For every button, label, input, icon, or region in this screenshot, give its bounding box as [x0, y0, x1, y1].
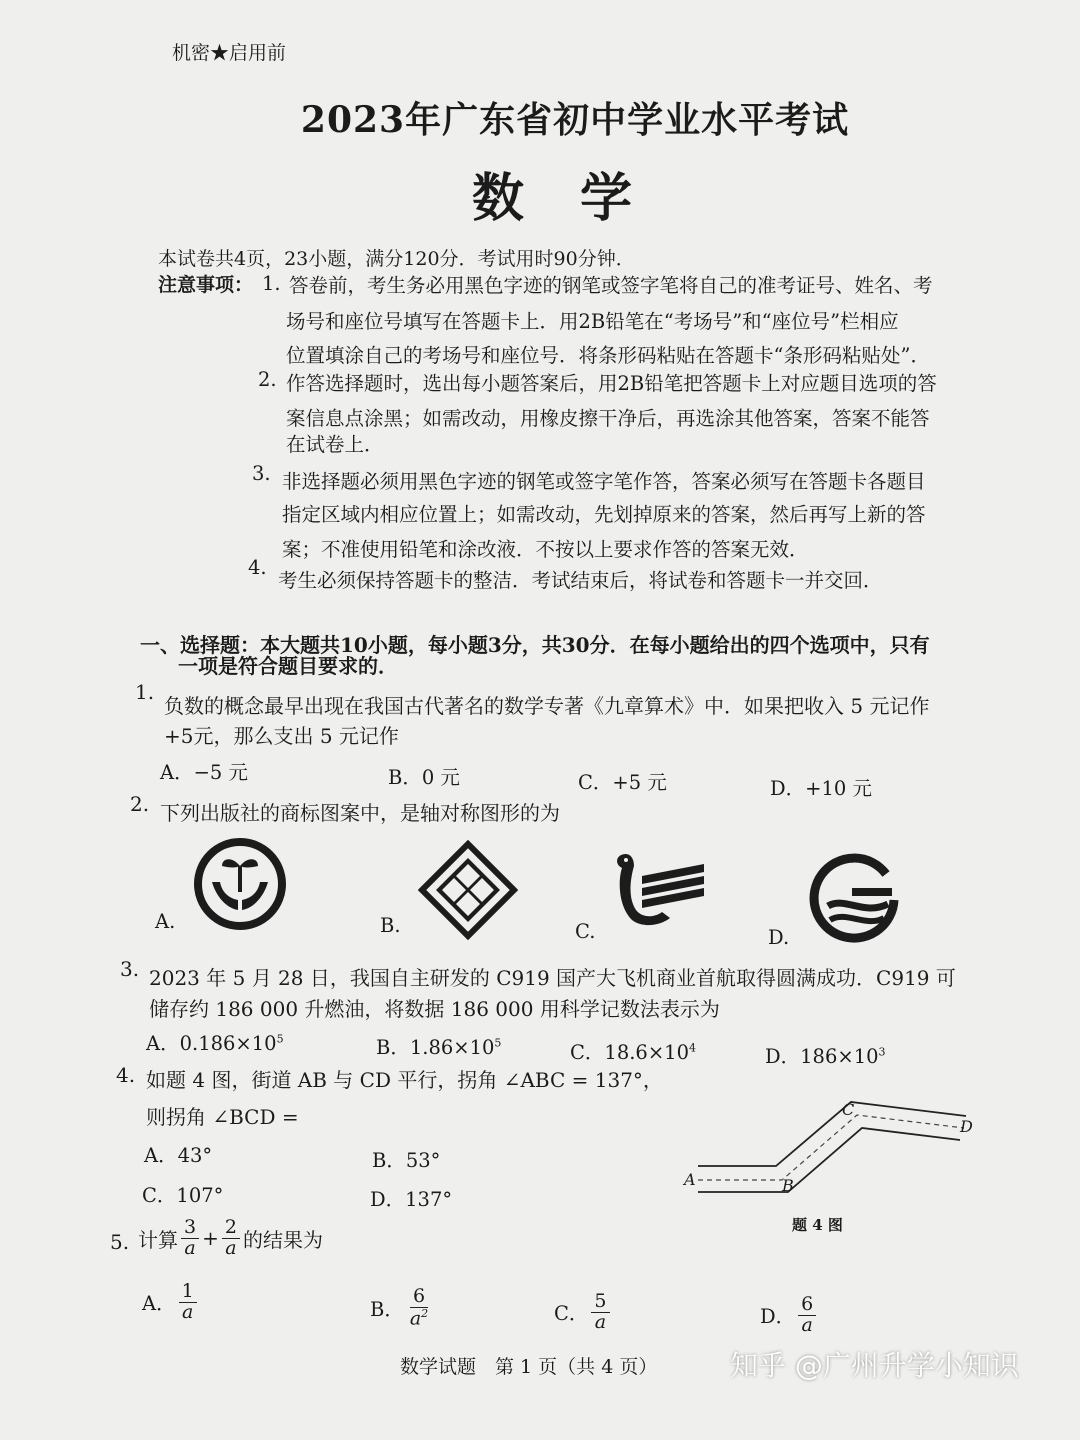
- subject-title: 数学: [471, 168, 688, 229]
- option-c-label: C.: [575, 920, 596, 943]
- question-number: 1.: [135, 680, 155, 704]
- option-c: C． $\frac{5}{a}$: [554, 1292, 613, 1333]
- question-text: 负数的概念最早出现在我国古代著名的数学专著《九章算术》中．如果把收入 5 元记作: [164, 694, 930, 718]
- option-d: D．137°: [370, 1188, 453, 1211]
- section-heading: 一、选择题：本大题共10小题，每小题3分，共30分．在每小题给出的四个选项中，只有: [140, 633, 930, 657]
- question-text: 计算 $\frac{3}{a}$ + $\frac{2}{a}$ 的结果为: [138, 1216, 323, 1259]
- notice-line: 在试卷上．: [286, 433, 384, 456]
- notice-line: 作答选择题时，选出每小题答案后，用2B铅笔把答题卡上对应题目选项的答: [286, 372, 937, 395]
- question-text: 如题 4 图，街道 AB 与 CD 平行，拐角 ∠ABC = 137°，: [146, 1068, 663, 1092]
- notice-line: 答卷前，考生务必用黑色字迹的钢笔或签字笔将自己的准考证号、姓名、考: [289, 274, 933, 297]
- option-a: A．43°: [144, 1144, 213, 1167]
- notice-item-number: 3.: [252, 462, 271, 485]
- notice-line: 考生必须保持答题卡的整洁．考试结束后，将试卷和答题卡一并交回．: [278, 569, 883, 592]
- option-a-label: A.: [155, 910, 176, 933]
- bird-books-logo: [612, 850, 708, 930]
- option-b: B．0 元: [388, 766, 460, 789]
- question-text: 储存约 186 000 升燃油，将数据 186 000 用科学记数法表示为: [149, 997, 720, 1021]
- fraction: $\frac{3}{a}$: [181, 1218, 199, 1259]
- figure-label-d: D: [960, 1117, 973, 1136]
- notice-line: 指定区域内相应位置上；如需改动，先划掉原来的答案，然后再写上新的答: [282, 503, 926, 526]
- notice-item-number: 2.: [258, 368, 277, 391]
- exam-intro: 本试卷共4页，23小题，满分120分．考试用时90分钟．: [158, 248, 635, 270]
- figure-label-a: A: [684, 1170, 696, 1189]
- option-d: D．+10 元: [770, 777, 872, 800]
- street-figure: [676, 1096, 986, 1206]
- fraction: $\frac{2}{a}$: [222, 1218, 240, 1259]
- option-c: C．+5 元: [578, 771, 667, 794]
- question-number: 3.: [120, 957, 140, 981]
- page-footer: 数学试题 第 1 页（共 4 页）: [400, 1356, 658, 1378]
- option-b-label: B.: [380, 914, 401, 937]
- notice-line: 非选择题必须用黑色字迹的钢笔或签字笔作答，答案必须写在答题卡各题目: [282, 470, 926, 493]
- circle-waves-logo: [808, 852, 904, 948]
- figure-caption: 题 4 图: [792, 1216, 843, 1234]
- option-a: A．−5 元: [160, 761, 249, 784]
- question-number: 2.: [130, 792, 150, 816]
- notice-item-number: 4.: [248, 556, 267, 579]
- notice-line: 场号和座位号填写在答题卡上．用2B铅笔在“考场号”和“座位号”栏相应: [286, 310, 899, 333]
- option-d: D． $\frac{6}{a}$: [760, 1295, 819, 1336]
- figure-label-c: C: [842, 1100, 855, 1119]
- question-text: +5元，那么支出 5 元记作: [164, 724, 399, 748]
- notice-line: 案信息点涂黑；如需改动，用橡皮擦干净后，再选涂其他答案，答案不能答: [286, 407, 930, 430]
- option-c: C．$18.6\times 10^4$: [570, 1041, 696, 1064]
- question-number: 4.: [116, 1063, 136, 1087]
- watermark: 知乎 @广州升学小知识: [730, 1349, 1019, 1382]
- diamond-window-logo: [418, 840, 518, 940]
- notice-line: 案；不准使用铅笔和涂改液．不按以上要求作答的答案无效．: [282, 538, 809, 561]
- option-b: B．$1.86\times 10^5$: [376, 1036, 502, 1059]
- option-b: B．53°: [372, 1149, 441, 1172]
- option-d: D．$186\times 10^3$: [765, 1045, 886, 1068]
- notice-line: 位置填涂自己的考场号和座位号．将条形码粘贴在答题卡“条形码粘贴处”．: [286, 344, 930, 367]
- notice-item-number: 1.: [262, 272, 281, 295]
- question-text: 则拐角 ∠BCD =: [146, 1105, 299, 1129]
- question-text: 下列出版社的商标图案中，是轴对称图形的为: [160, 801, 560, 825]
- option-d-label: D.: [768, 926, 790, 949]
- question-text: 2023 年 5 月 28 日，我国自主研发的 C919 国产大飞机商业首航取得圆满成功．C919 可: [149, 966, 956, 990]
- option-b: B． $\frac{6}{a^2}$: [370, 1285, 429, 1330]
- exam-title: 2023年广东省初中学业水平考试: [300, 99, 850, 141]
- figure-label-b: B: [782, 1176, 794, 1195]
- confidential-label: 机密★启用前: [172, 42, 287, 64]
- section-heading-cont: 一项是符合题目要求的．: [178, 654, 398, 678]
- option-a: A．$0.186\times 10^5$: [146, 1032, 284, 1055]
- option-a: A． $\frac{1}{a}$: [142, 1282, 200, 1323]
- option-c: C．107°: [142, 1184, 224, 1207]
- hands-sprout-logo: [192, 836, 288, 932]
- notice-label: 注意事项：: [158, 274, 254, 296]
- question-number: 5.: [110, 1230, 130, 1254]
